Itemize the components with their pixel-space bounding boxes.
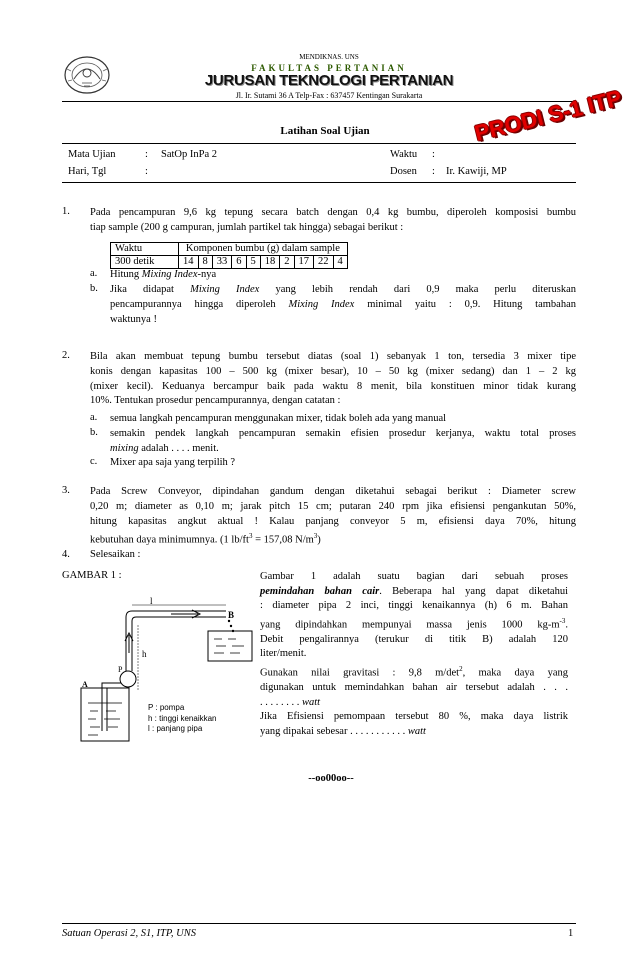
figure-legend [148,703,217,735]
dosen-value: Ir. Kawiji, MP [446,166,507,177]
prodi-stamp: PRODI S-1 ITP [472,85,625,146]
q2b-text: semakin pendek langkah pencampuran semakin efisien prosedur kerjanya, waktu total proses mixing adalah . . . . menit. [110,428,576,454]
q2c-label: c. [90,456,98,467]
tank-b-outline [208,631,252,661]
header-ministry: MENDIKNAS. UNS [299,53,359,61]
label-a: A [82,680,88,689]
q3-line: kebutuhan daya minimumnya. (1 $lb/ft^3 = 157,08$ $N/m^3$) [90,532,321,546]
q3-line: hitung kapasitas angkut aktual ! Kalau panjang conveyor 5 m, efisiensi daya 70%, hitung [90,515,576,527]
tank-a-liquid [88,703,122,735]
waktu-colon: : [432,149,435,160]
hari-tgl-label: Hari, Tgl [68,166,107,177]
table-cell: 14 [179,256,199,269]
q2-number: 2. [62,350,70,361]
legend-item: h : tinggi kenaikkan [148,713,217,723]
q4-text: Selesaikan : [90,549,141,560]
label-h: h [142,649,147,659]
label-p: P [118,665,123,674]
table-cell: 22 [314,256,334,269]
q1a-label: a. [90,268,98,279]
table-cell: 17 [294,256,314,269]
q3-line: 0,20 m; diameter as 0,10 m; jarak pitch 15 cm; putaran 240 rpm jika efisiensi pengankutan 50%, [90,500,576,512]
q1-line: tiap sample (200 g campuran, jumlah partikel tak hingga) sebagai berikut : [90,221,404,233]
q3-text [90,485,576,549]
tank-a-outline [81,688,129,741]
q2a-text: semua langkah pencampuran menggunakan mixer, tidak boleh ada yang manual [110,413,447,424]
header-department: JURUSAN TEKNOLOGI PERTANIAN [204,72,454,89]
footer-divider [62,923,576,924]
q3-number: 3. [62,485,70,496]
table-row-label: 300 detik [111,256,179,269]
legend-item: P : pompa [148,703,185,712]
q4-description: Gambar 1 adalah suatu bagian dari sebuah proses pemindahan bahan cair. Beberapa hal yang dapat diketahui : diameter pipa 2 inci, tinggi kenaikannya (h) 6 m. Bahan yang dipindahkan mempunyai massa jenis 1000 $kg-m^{-3}$. Debit pengalirannya (terukur di titik B) adalah 120 liter/menit. Gunakan nilai gravitasi : 9,8 $m/\det^2$, maka daya yang digunakan untuk memindahkan bahan air tersebut adalah . . . . . . . . . . . watt Jika Efisiensi pemompaan tersebut 80 %, maka daya listrik yang dipakai sebesar . . . . . . . . . . . watt [260,571,568,737]
page-number: 1 [568,928,574,939]
mata-ujian-label: Mata Ujian [68,149,116,160]
q1-number: 1. [62,206,70,217]
waktu-label: Waktu [390,149,418,160]
q2-line: (mixer kecil). Keduanya bercampur baik pada waktu 8 menit, bila konstituen minor tidak kurang [90,380,576,392]
q2-text [90,350,576,409]
table-cell: 4 [333,256,347,269]
q2a-label: a. [90,412,98,423]
table-cell: 5 [246,256,260,269]
q1-text [90,206,576,236]
q2-line: konis dengan kapasitas 100 – 500 kg (mixer besar), 10 – 50 kg (mixer sedang) dan 1 – 2 kg [90,365,576,377]
header-divider [62,101,576,102]
q4-number: 4. [62,549,70,560]
table-cell: 33 [212,256,232,269]
header-faculty: FAKULTAS PERTANIAN [251,63,407,73]
table-head-waktu: Waktu [111,243,179,256]
table-cell: 18 [260,256,280,269]
table-row [111,256,348,269]
mata-ujian-value: SatOp InPa 2 [161,149,217,160]
mixing-sample-table [110,242,348,269]
q1b-text: Jika didapat Mixing Index yang lebih rendah dari 0,9 maka perlu diteruskan pencampurannya hingga diperoleh Mixing Index minimal yaitu : 0,9. Hitung tambahan waktunya ! [110,284,576,325]
q2b-label: b. [90,427,98,438]
legend-item: l : panjang pipa [148,724,203,733]
q2-line: Bila akan membuat tepung bumbu tersebut diatas (soal 1) sebanyak 1 ton, tersedia 3 mixer tipe [90,351,576,362]
q1-line: Pada pencampuran 9,6 kg tepung secara batch dengan 0,4 kg bumbu, diperoleh komposisi bumbu [90,207,576,218]
hari-tgl-colon: : [145,166,148,177]
exam-info-box [62,143,576,183]
table-cell: 8 [198,256,212,269]
end-mark: --oo00oo-- [308,773,354,784]
document-title: Latihan Soal Ujian [280,125,370,137]
figure-label: GAMBAR 1 : [62,570,122,581]
q1a-text: Hitung Mixing Index-nya [110,269,217,280]
table-cell: 2 [280,256,294,269]
label-l: l [150,596,153,606]
dosen-colon: : [432,166,435,177]
table-cell: 6 [232,256,246,269]
q3-line: Pada Screw Conveyor, dipindahan gandum dengan diketahui sebagai berikut : Diameter screw [90,486,576,497]
header-address: Jl. Ir. Sutami 36 A Telp-Fax : 637457 Kentingan Surakarta [235,91,423,100]
q2-line: 10%. Tentukan prosedur pencampurannya, dengan catatan : [90,395,341,407]
label-b: B [228,610,235,620]
q2c-text: Mixer apa saja yang terpilih ? [110,457,236,468]
footer-course: Satuan Operasi 2, S1, ITP, UNS [62,928,196,939]
mata-ujian-colon: : [145,149,148,160]
q1b-label: b. [90,283,98,294]
table-head-komponen: Komponen bumbu (g) dalam sample [179,243,348,256]
dosen-label: Dosen [390,166,417,177]
